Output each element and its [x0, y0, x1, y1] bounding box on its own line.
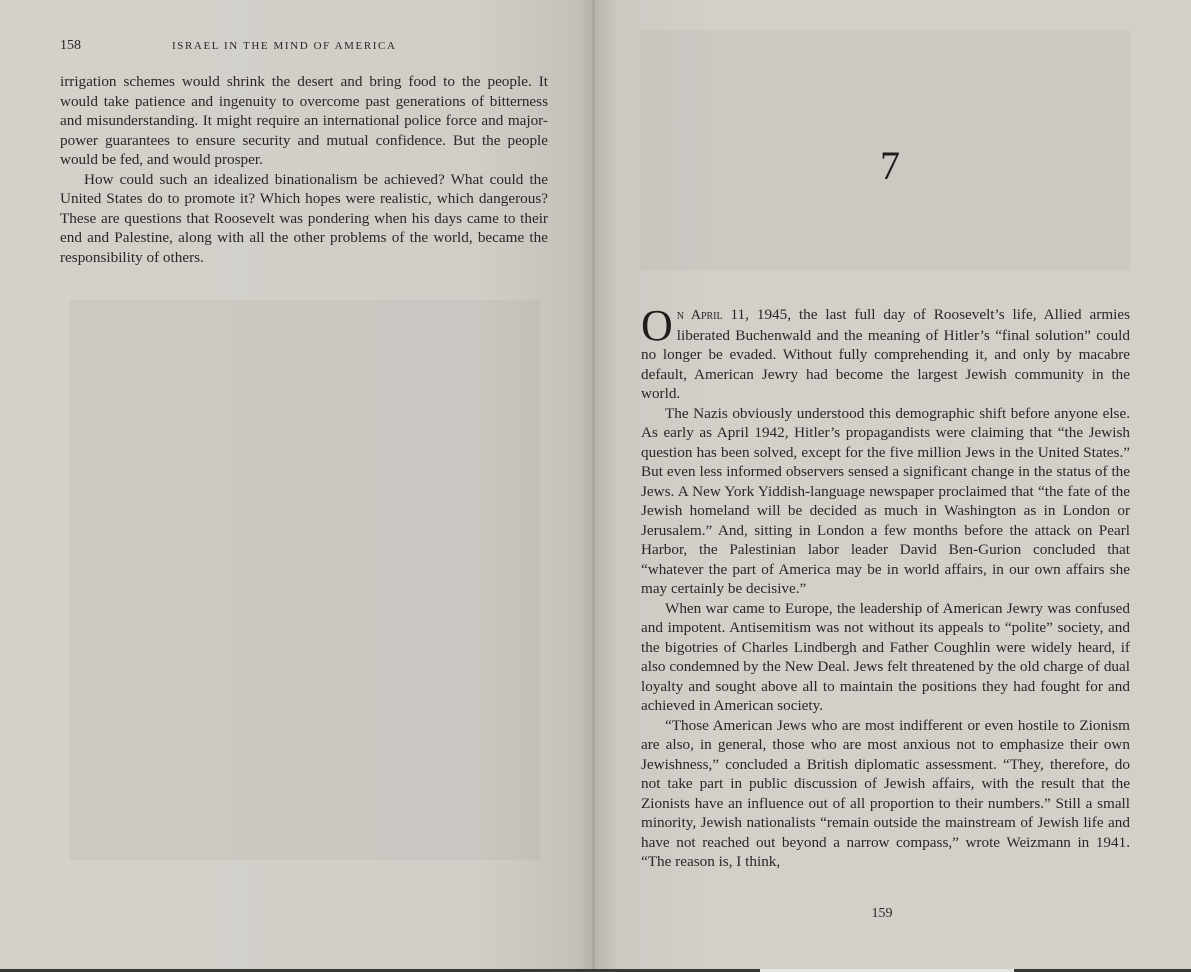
- paragraph: “Those American Jews who are most indifferent or even hostile to Zionism are also, in general, those who are most anxious not to emphasize their own Jewishness,” concluded a British diplomatic assessment. “They, therefore, do not take part in public discussion of Jewish affairs, with the result that the Zionists have an influence out of all proportion to their numbers.” Still a small minority, Jewish nationalists “remain outside the mainstream of Jewish life and have not reached out beyond a narrow compass,” wrote Weizmann in 1941. “The reason is, I think,: [641, 716, 1130, 870]
- drop-cap: O: [641, 301, 673, 350]
- opening-small-caps: n April: [676, 308, 723, 323]
- paragraph: When war came to Europe, the leadership of American Jewry was confused and impotent. Antisemitism was not without its appeals to “polite” society, and the bigotries of Charles Lindbergh and Father Coughlin were widely heard, if also condemned by the New Deal. Jews felt threatened by the old charge of dual loyalty and sought above all to maintain the positions they had fought for and achieved in American society.: [641, 599, 1130, 714]
- book-gutter: [592, 0, 595, 972]
- right-page-number: 159: [871, 906, 893, 921]
- paragraph: How could such an idealized binationalism be achieved? What could the United States do to promote it? Which hopes were realistic, which dangerous? These are questions that Roosevelt was pondering when his days came to their end and Palestine, along with all the other problems of the world, became the responsibility of others.: [60, 170, 548, 266]
- left-page-number: 158: [60, 38, 81, 53]
- left-page-body: [60, 72, 548, 267]
- paragraph: irrigation schemes would shrink the desert and bring food to the people. It would take patience and ingenuity to overcome past generations of bitterness and misunderstanding. It might require an international police force and major-power guarantees to ensure security and mutual confidence. But the people would be fed, and would prosper.: [60, 73, 548, 168]
- opening-paragraph: [641, 301, 1130, 404]
- running-head-title: ISRAEL IN THE MIND OF AMERICA: [172, 40, 397, 52]
- right-page-body: [641, 301, 1130, 872]
- opening-text: 11, 1945, the last full day of Roosevelt’s life, Allied armies liberated Buchenwald and the meaning of Hitler’s “final solution” could no longer be evaded. Without fully comprehending it, and only by macabre default, American Jewry had become the largest Jewish community in the world.: [641, 306, 1130, 402]
- bleed-through-shadow: [70, 300, 540, 860]
- paragraph: The Nazis obviously understood this demographic shift before anyone else. As early as April 1942, Hitler’s propagandists were claiming that “the Jewish question has been solved, except for the five million Jews in the United States.” But even less informed observers sensed a significant change in the status of the Jews. A New York Yiddish-language newspaper proclaimed that “the fate of the Jewish homeland will be decided as much in Washington as in London or Jerusalem.” And, sitting in London a few months before the attack on Pearl Harbor, the Palestinian labor leader David Ben-Gurion concluded that “whatever the part of America may be in world affairs, in our own affairs she may certainly be decisive.”: [641, 404, 1130, 597]
- chapter-number: 7: [880, 143, 900, 188]
- running-head: [60, 38, 550, 56]
